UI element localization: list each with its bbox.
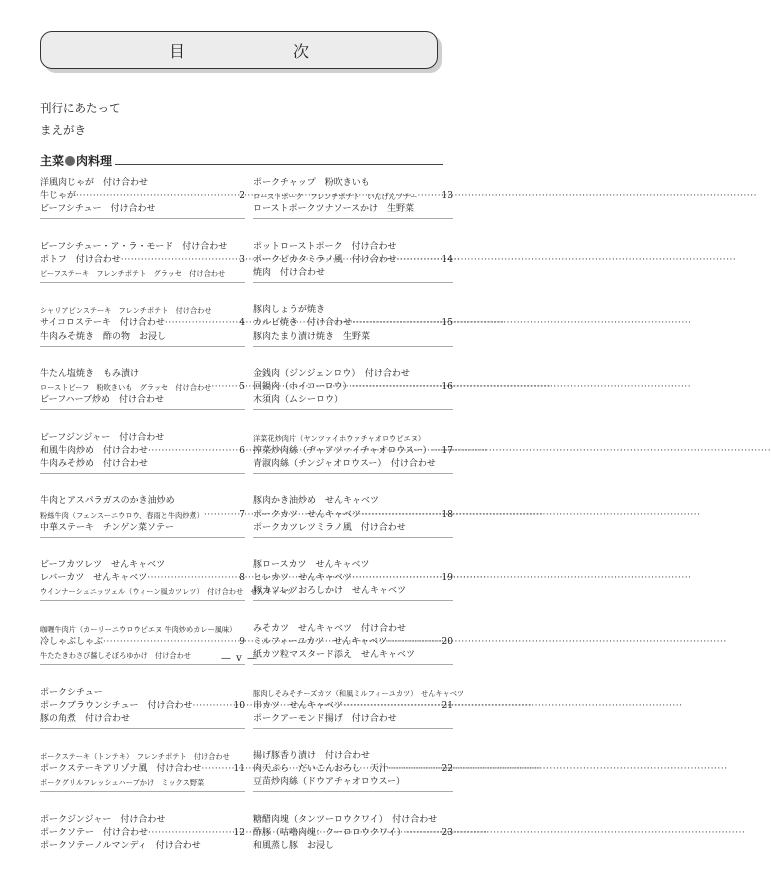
toc-entry-with-page[interactable] <box>253 700 453 713</box>
toc-entry-with-page[interactable] <box>40 827 245 840</box>
toc-entry[interactable] <box>40 750 245 763</box>
toc-entry[interactable] <box>253 304 453 317</box>
page-ref: 16 <box>441 382 453 393</box>
recipe-title: 豚肉たまり漬け焼き 生野菜 <box>253 331 371 342</box>
toc-entry[interactable] <box>253 203 453 216</box>
page-ref: 3 <box>239 254 245 265</box>
toc-entry[interactable] <box>40 177 245 190</box>
toc-entry[interactable] <box>253 267 453 280</box>
leader-dots <box>352 381 441 394</box>
toc-entry[interactable] <box>253 776 453 789</box>
leader-dots <box>432 445 441 458</box>
recipe-title: ローストポークツナソースかけ 生野菜 <box>253 204 415 215</box>
recipe-title: 豚ロースカツ せんキャベツ <box>253 560 370 571</box>
recipe-title: ビーフジンジャー 付け合わせ <box>40 432 165 443</box>
toc-entry-with-page[interactable] <box>40 254 245 267</box>
recipe-title: ポットローストポーク 付け合わせ <box>253 241 397 252</box>
page-ref: 7 <box>239 509 245 520</box>
toc-entry[interactable] <box>253 585 453 598</box>
recipe-title: 搾菜炒肉絲（ヂャアツァイチャオロウスー） <box>253 445 432 456</box>
section-prefix: 主菜 <box>40 154 65 168</box>
toc-entry-group <box>40 559 294 623</box>
recipe-title: ポークソテーノルマンディ 付け合わせ <box>40 841 201 852</box>
group-divider <box>253 600 453 601</box>
recipe-title: ウインナーシュニッツェル（ウィーン風カツレツ） 付け合わせ せんキャベツ <box>40 587 294 597</box>
recipe-title: 咖喱牛肉片（カーリーニウロウピエヌ 牛肉炒めカレー風味） <box>40 624 237 634</box>
recipe-title: 洋菜花炒肉片（ヤンツァイホウァチャオロウピエヌ） <box>253 433 426 443</box>
leader-dots <box>103 636 238 649</box>
toc-entry-group <box>253 750 453 814</box>
toc-entry[interactable] <box>40 713 245 726</box>
toc-entry[interactable] <box>253 241 453 254</box>
recipe-title: 紙カツ粒マスタード添え せんキャベツ <box>253 650 416 660</box>
group-divider <box>40 282 245 283</box>
toc-entry[interactable] <box>40 304 245 317</box>
recipe-title: 豚肉しそみそチーズカツ（和風ミルフィーユカツ） せんキャベツ <box>253 688 465 698</box>
recipe-title: カルビ焼き 付け合わせ <box>253 318 353 329</box>
recipe-title: ポークチャップ 粉吹きいも <box>253 178 370 188</box>
group-divider <box>40 728 245 729</box>
recipe-title: ビーフシチュー 付け合わせ <box>40 204 156 215</box>
recipe-title: 肉天ぷら だいこんおろし 天汁 <box>253 764 389 775</box>
toc-entry-with-page[interactable] <box>253 572 453 585</box>
recipe-title: 牛肉みそ炒め 付け合わせ <box>40 458 149 469</box>
page-ref: 19 <box>441 573 453 584</box>
front-matter-foreword[interactable]: まえがき <box>40 123 86 137</box>
leader-dots <box>148 827 233 840</box>
page-ref: 9 <box>239 636 245 647</box>
toc-entry-with-page[interactable] <box>253 763 453 776</box>
toc-entry[interactable] <box>253 713 453 726</box>
recipe-title: 豚肉かき油炒め せんキャベツ <box>253 496 380 507</box>
recipe-title: ビーフシチュー・ア・ラ・モード 付け合わせ <box>40 241 228 252</box>
leader-dots <box>388 763 441 776</box>
toc-title-box <box>40 31 438 69</box>
page-ref: 2 <box>239 191 245 202</box>
group-divider <box>253 664 453 665</box>
recipe-title: 冷しゃぶしゃぶ <box>40 636 104 647</box>
leader-dots <box>193 700 233 713</box>
page-ref: 14 <box>441 254 453 265</box>
group-divider <box>253 537 453 538</box>
toc-entry[interactable] <box>253 623 453 636</box>
toc-entry[interactable] <box>253 687 465 700</box>
page-ref: 6 <box>239 445 245 456</box>
toc-entry[interactable] <box>40 559 245 572</box>
toc-entry-group <box>253 495 453 559</box>
page-ref: 22 <box>441 764 453 775</box>
toc-entry-group <box>40 814 245 878</box>
recipe-title: 洋風肉じゃが 付け合わせ <box>40 178 149 188</box>
leader-dots <box>418 190 441 203</box>
page-ref: 8 <box>239 573 245 584</box>
toc-entry[interactable] <box>253 495 453 508</box>
recipe-title: ローストビーフ 粉吹きいも グラッセ 付け合わせ <box>40 383 212 393</box>
page-ref: 5 <box>239 382 245 393</box>
leader-dots <box>121 254 239 267</box>
group-divider <box>253 282 453 283</box>
toc-entry-with-page[interactable] <box>253 509 453 522</box>
group-divider <box>253 473 453 474</box>
section-rule <box>115 164 443 165</box>
leader-dots <box>343 700 441 713</box>
toc-entry[interactable] <box>40 687 245 700</box>
toc-entry[interactable] <box>253 559 453 572</box>
toc-entry[interactable] <box>253 331 453 344</box>
recipe-title: ポトフ 付け合わせ <box>40 254 121 265</box>
recipe-title: みそカツ せんキャベツ 付け合わせ <box>253 623 407 634</box>
toc-entry-with-page[interactable] <box>253 636 453 649</box>
group-divider <box>253 346 453 347</box>
leader-dots <box>201 763 232 776</box>
toc-entry[interactable] <box>40 432 245 445</box>
recipe-title: 牛たん塩焼き もみ漬け <box>40 369 140 380</box>
toc-entry-with-page[interactable] <box>253 254 453 267</box>
toc-entry-with-page[interactable] <box>40 445 245 458</box>
page-number: — v — <box>220 653 258 664</box>
recipe-title: ポークジンジャー 付け合わせ <box>40 814 166 825</box>
recipe-title: 和風牛肉炒め 付け合わせ <box>40 445 149 456</box>
section-title: 肉料理 <box>76 154 113 168</box>
toc-entry[interactable] <box>40 267 245 280</box>
toc-entry[interactable] <box>40 241 245 254</box>
toc-entry-with-page[interactable] <box>253 317 453 330</box>
toc-entry-with-page[interactable] <box>40 381 245 394</box>
recipe-title: 牛肉とアスパラガスのかき油炒め <box>40 496 175 507</box>
recipe-title: 豚の角煮 付け合わせ <box>40 713 131 724</box>
recipe-title: 揚げ豚香り漬け 付け合わせ <box>253 751 371 762</box>
toc-entry-group <box>253 687 465 751</box>
toc-entry-group <box>40 750 245 814</box>
toc-entry-group <box>40 432 245 496</box>
page-ref: 17 <box>441 445 453 456</box>
recipe-title: 豚肉しょうが焼き <box>253 305 326 316</box>
page-ref: 4 <box>239 318 245 329</box>
group-divider <box>40 600 245 601</box>
toc-entry-group <box>40 687 245 751</box>
recipe-title: 金銭肉（ジンジェンロウ） 付け合わせ <box>253 369 410 380</box>
toc-entry[interactable] <box>40 331 245 344</box>
recipe-title: 青淑肉絲（チンジャオロウスー） 付け合わせ <box>253 458 436 469</box>
leader-dots <box>204 509 238 522</box>
toc-entry[interactable] <box>40 368 245 381</box>
recipe-title: ポークステーキアリゾナ風 付け合わせ <box>40 764 202 775</box>
group-divider <box>40 537 245 538</box>
toc-entry-with-page[interactable] <box>253 827 453 840</box>
toc-entry-group <box>253 559 453 623</box>
group-divider <box>253 728 453 729</box>
group-divider <box>253 791 453 792</box>
recipe-title: 豆苗炒肉絲（ドウアチャオロウスー） <box>253 777 406 788</box>
group-divider <box>40 409 245 410</box>
toc-entry-group <box>253 241 453 305</box>
recipe-title: 牛肉みそ焼き 酢の物 お浸し <box>40 331 167 342</box>
toc-entry[interactable] <box>253 522 453 535</box>
group-divider <box>40 791 245 792</box>
leader-dots <box>165 317 238 330</box>
group-divider <box>253 409 453 410</box>
toc-entry[interactable] <box>253 458 453 471</box>
recipe-title: サイコロステーキ 付け合わせ <box>40 318 165 329</box>
page-ref: 21 <box>441 700 453 711</box>
toc-entry[interactable] <box>40 814 245 827</box>
group-divider <box>40 218 245 219</box>
toc-entry[interactable] <box>40 522 245 535</box>
toc-entry-with-page[interactable] <box>40 636 245 649</box>
toc-entry[interactable] <box>40 623 245 636</box>
section-heading <box>40 150 443 170</box>
recipe-title: ポークブラウンシチュー 付け合わせ <box>40 700 193 711</box>
toc-entry-group <box>253 368 453 432</box>
page-ref: 15 <box>441 318 453 329</box>
page-ref: 23 <box>441 827 453 838</box>
page-ref: 11 <box>233 764 245 775</box>
group-divider <box>40 346 245 347</box>
recipe-title: 牛たたきわさび醤しそぼろゆかけ 付け合わせ <box>40 651 191 660</box>
toc-entry-group <box>40 304 245 368</box>
recipe-title: ビーフハーブ炒め 付け合わせ <box>40 395 165 406</box>
group-divider <box>253 218 453 219</box>
leader-dots <box>387 636 440 649</box>
group-divider <box>40 473 245 474</box>
leader-dots <box>397 254 441 267</box>
toc-entry[interactable] <box>40 458 245 471</box>
recipe-title: ローストポーク フレンチポテト いんげんソテー <box>253 192 418 202</box>
toc-entry-group <box>40 241 245 305</box>
toc-entry[interactable] <box>253 368 453 381</box>
toc-entry-with-page[interactable] <box>40 190 245 203</box>
toc-entry-with-page[interactable] <box>40 763 245 776</box>
group-divider <box>40 664 245 665</box>
toc-entry-with-page[interactable] <box>253 190 453 203</box>
recipe-title: ミルフィーユカツ せんキャベツ <box>253 636 388 647</box>
recipe-title: 酢豚（咕嚕肉塊：クーロロウクワイ） <box>253 827 406 838</box>
recipe-title: ポークカツレツミラノ風 付け合わせ <box>253 522 406 533</box>
recipe-title: ポークステーキ（トンテキ） フレンチポテト 付け合わせ <box>40 752 230 762</box>
toc-entry[interactable] <box>253 840 453 853</box>
recipe-title: ポークアーモンド揚げ 付け合わせ <box>253 713 397 724</box>
toc-entry[interactable] <box>253 177 453 190</box>
leader-dots <box>211 381 238 394</box>
leader-dots <box>406 827 441 840</box>
toc-entry-group <box>40 177 245 241</box>
toc-entry-with-page[interactable] <box>40 572 245 585</box>
recipe-title: シャリアピンステーキ フレンチポテト 付け合わせ <box>40 306 212 316</box>
toc-title: 目 次 <box>168 41 355 61</box>
page-ref: 20 <box>441 636 453 647</box>
front-matter-preface[interactable]: 刊行にあたって <box>40 101 121 115</box>
toc-entry[interactable] <box>253 432 453 445</box>
toc-entry[interactable] <box>40 203 245 216</box>
section-label <box>40 152 112 170</box>
toc-entry-with-page[interactable] <box>253 381 453 394</box>
recipe-title: 牛じゃが <box>40 191 77 202</box>
recipe-title: 串カツ せんキャベツ <box>253 700 344 711</box>
recipe-title: 豚カツレツおろしかけ せんキャベツ <box>253 586 407 597</box>
recipe-title: 中華ステーキ チンゲン菜ソテー <box>40 522 175 533</box>
page-ref: 10 <box>233 700 245 711</box>
bullet-dot-icon <box>65 156 75 166</box>
toc-entry-group <box>253 814 453 878</box>
toc-entry[interactable] <box>40 394 245 407</box>
toc-entry[interactable] <box>40 495 245 508</box>
recipe-title: 木須肉（ムシーロウ） <box>253 395 344 406</box>
toc-entry[interactable] <box>40 585 294 598</box>
toc-entry-with-page[interactable] <box>40 317 245 330</box>
toc-entry-with-page[interactable] <box>253 445 453 458</box>
toc-entry[interactable] <box>253 750 453 763</box>
recipe-title: 焼肉 付け合わせ <box>253 267 326 278</box>
toc-entry[interactable] <box>253 394 453 407</box>
recipe-title: ビーフカツレツ せんキャベツ <box>40 560 166 571</box>
toc-entry[interactable] <box>40 776 245 789</box>
leader-dots <box>352 317 441 330</box>
toc-entry-group <box>253 304 453 368</box>
toc-entry-with-page[interactable] <box>40 700 245 713</box>
toc-entry-group <box>253 177 453 241</box>
leader-dots <box>76 190 238 203</box>
leader-dots <box>361 509 441 522</box>
recipe-title: ポークカツ せんキャベツ <box>253 509 362 520</box>
recipe-title: 回鍋肉（ホイコーロウ） <box>253 382 352 393</box>
toc-entry-group <box>40 495 245 559</box>
toc-entry-with-page[interactable] <box>40 509 245 522</box>
leader-dots <box>147 572 238 585</box>
recipe-title: 糖醋肉塊（タンツーロウクワイ） 付け合わせ <box>253 814 438 825</box>
page-ref: 12 <box>233 827 245 838</box>
leader-dots <box>352 572 441 585</box>
recipe-title: ポークシチュー <box>40 687 103 698</box>
recipe-title: ポークソテー 付け合わせ <box>40 827 149 838</box>
recipe-title: ビーフステーキ フレンチポテト グラッセ 付け合わせ <box>40 268 226 278</box>
toc-entry[interactable] <box>40 840 245 853</box>
recipe-title: 粉絲牛肉（フェンスーニウロウ、春雨と牛肉炒煮） <box>40 510 204 520</box>
toc-entry-group <box>40 368 245 432</box>
toc-entry-group <box>253 432 453 496</box>
page-ref: 18 <box>441 509 453 520</box>
recipe-title: ヒレカツ せんキャベツ <box>253 573 353 584</box>
page-ref: 13 <box>441 191 453 202</box>
recipe-title: 和風蒸し豚 お浸し <box>253 841 335 852</box>
toc-column-right <box>253 177 465 878</box>
recipe-title: ポークピカタミラノ風 付け合わせ <box>253 254 397 265</box>
recipe-title: レバーカツ せんキャベツ <box>40 573 148 584</box>
recipe-title: ポークグリルフレッシュハーブかけ ミックス野菜 <box>40 778 205 788</box>
leader-dots <box>148 445 238 458</box>
toc-entry[interactable] <box>253 814 453 827</box>
